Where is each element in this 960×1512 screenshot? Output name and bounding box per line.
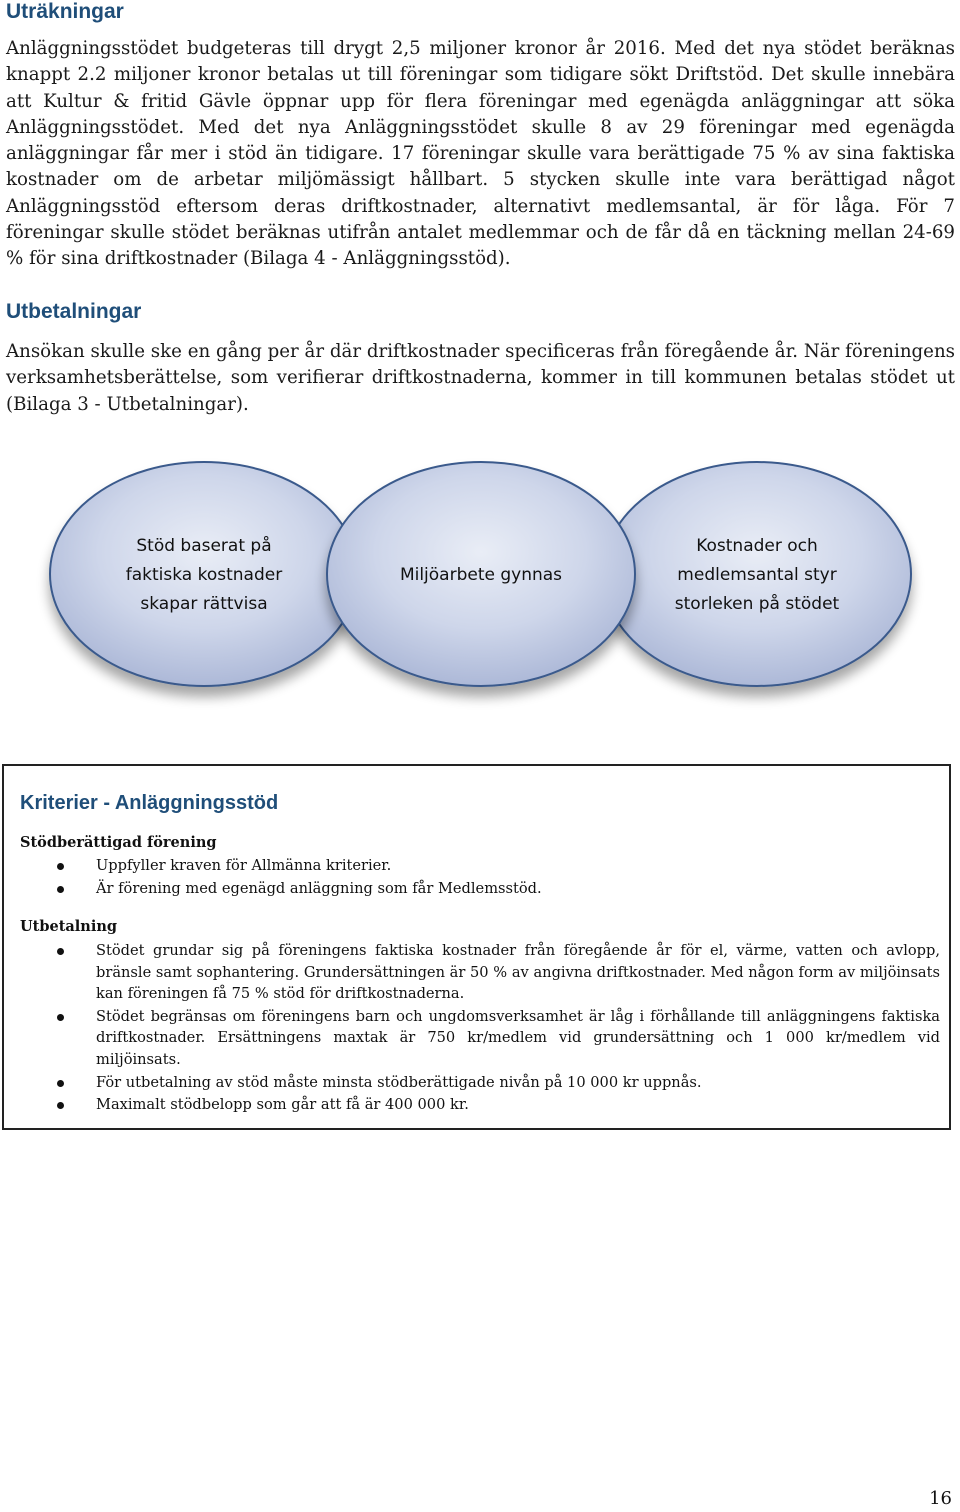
utbetalning-list [20, 940, 940, 1117]
circle-right [603, 462, 911, 686]
bullet-icon [57, 948, 64, 955]
circle-text-line: Kostnader och [696, 536, 818, 556]
list-item-text: Uppfyller kraven för Allmänna kriterier. [96, 857, 392, 874]
list-item [20, 1072, 940, 1094]
three-circle-diagram [0, 440, 960, 720]
criteria-title: Kriterier - Anläggningsstöd [20, 792, 279, 814]
paragraph-utbetalningar: Ansökan skulle ske en gång per år där driftkostnader specificeras från föregående år. När föreningens verksamhetsberättelse, som verifierar driftkostnaderna, kommer in till kommunen betalas stödet ut (Bilaga 3 - Utbetalningar). [6, 341, 955, 415]
list-item [20, 940, 940, 1005]
circle-left [50, 462, 358, 686]
bullet-icon [57, 1102, 64, 1109]
circle-middle-text [400, 565, 562, 585]
heading-uttrakningar: Uträkningar [6, 0, 124, 23]
list-item-text: Är förening med egenägd anläggning som får Medlemsstöd. [96, 879, 542, 897]
list-item-text: Stödet begränsas om föreningens barn och ungdomsverksamhet är låg i förhållande till anläggningens faktiska driftkostnader. Ersättningens maxtak är 750 kr/medlem vid grundersättning och 1 000 kr/medlem vid miljöinsats. [96, 1007, 940, 1068]
bullet-icon [57, 886, 64, 893]
circle-text-line: Miljöarbete gynnas [399, 565, 563, 585]
circle-text-line: skapar rättvisa [140, 594, 268, 614]
circle-text-line: medlemsantal styr [677, 565, 837, 585]
circle-text-line: faktiska kostnader [125, 565, 283, 585]
list-item-text: Maximalt stödbelopp som går att få är 400 000 kr. [96, 1096, 469, 1114]
bullet-icon [57, 1080, 64, 1087]
stodberattigad-heading: Stödberättigad förening [20, 834, 217, 851]
circle-text-line: Stöd baserat på [136, 536, 272, 556]
list-item [20, 878, 940, 900]
list-item [20, 855, 940, 877]
list-item [20, 1094, 940, 1116]
heading-utbetalningar: Utbetalningar [6, 300, 142, 323]
utbetalning-heading: Utbetalning [20, 918, 118, 935]
criteria-box [2, 764, 951, 1130]
circle-middle [327, 462, 635, 686]
paragraph-uttrakningar: Anläggningsstödet budgeteras till drygt 2,5 miljoner kronor år 2016. Med det nya stödet beräknas knappt 2.2 miljoner kronor betalas ut till föreningar som tidigare sökt Driftstöd. Det skulle innebära att Kultur & fritid Gävle öppnar upp för flera föreningar med egenägda anläggningar att söka Anläggningsstödet. Med det nya Anläggningsstödet skulle 8 av 29 föreningar med egenägda anläggningar får mer i stöd än tidigare. 17 föreningar skulle vara berättigade 75 % av sina faktiska kostnader om de arbetar miljömässigt hållbart. 5 stycken skulle inte vara berättigad något Anläggningsstöd eftersom deras driftkostnader, alternativt medlemsantal, är för låga. För 7 föreningar skulle stödet beräknas utifrån antalet medlemmar och de får då en täckning mellan 24-69 % för sina driftkostnader (Bilaga 4 - Anläggningsstöd). [6, 38, 955, 270]
stodberattigad-list [20, 855, 940, 900]
page-number: 16 [929, 1488, 952, 1509]
circle-right-text [675, 536, 840, 614]
list-item [20, 1006, 940, 1071]
circle-text-line: storleken på stödet [674, 594, 840, 614]
bullet-icon [57, 1014, 64, 1021]
bullet-icon [57, 863, 64, 870]
list-item-text: För utbetalning av stöd måste minsta stödberättigade nivån på 10 000 kr uppnås. [96, 1073, 702, 1091]
list-item-text: Stödet grundar sig på föreningens faktiska kostnader från föregående år för el, värme, vatten och avlopp, bränsle samt sophantering. Grundersättningen är 50 % av angivna driftkostnader. Med någon form av miljöinsats kan föreningen få 75 % stöd för driftkostnaderna. [96, 942, 940, 1003]
circle-left-text [126, 535, 282, 614]
